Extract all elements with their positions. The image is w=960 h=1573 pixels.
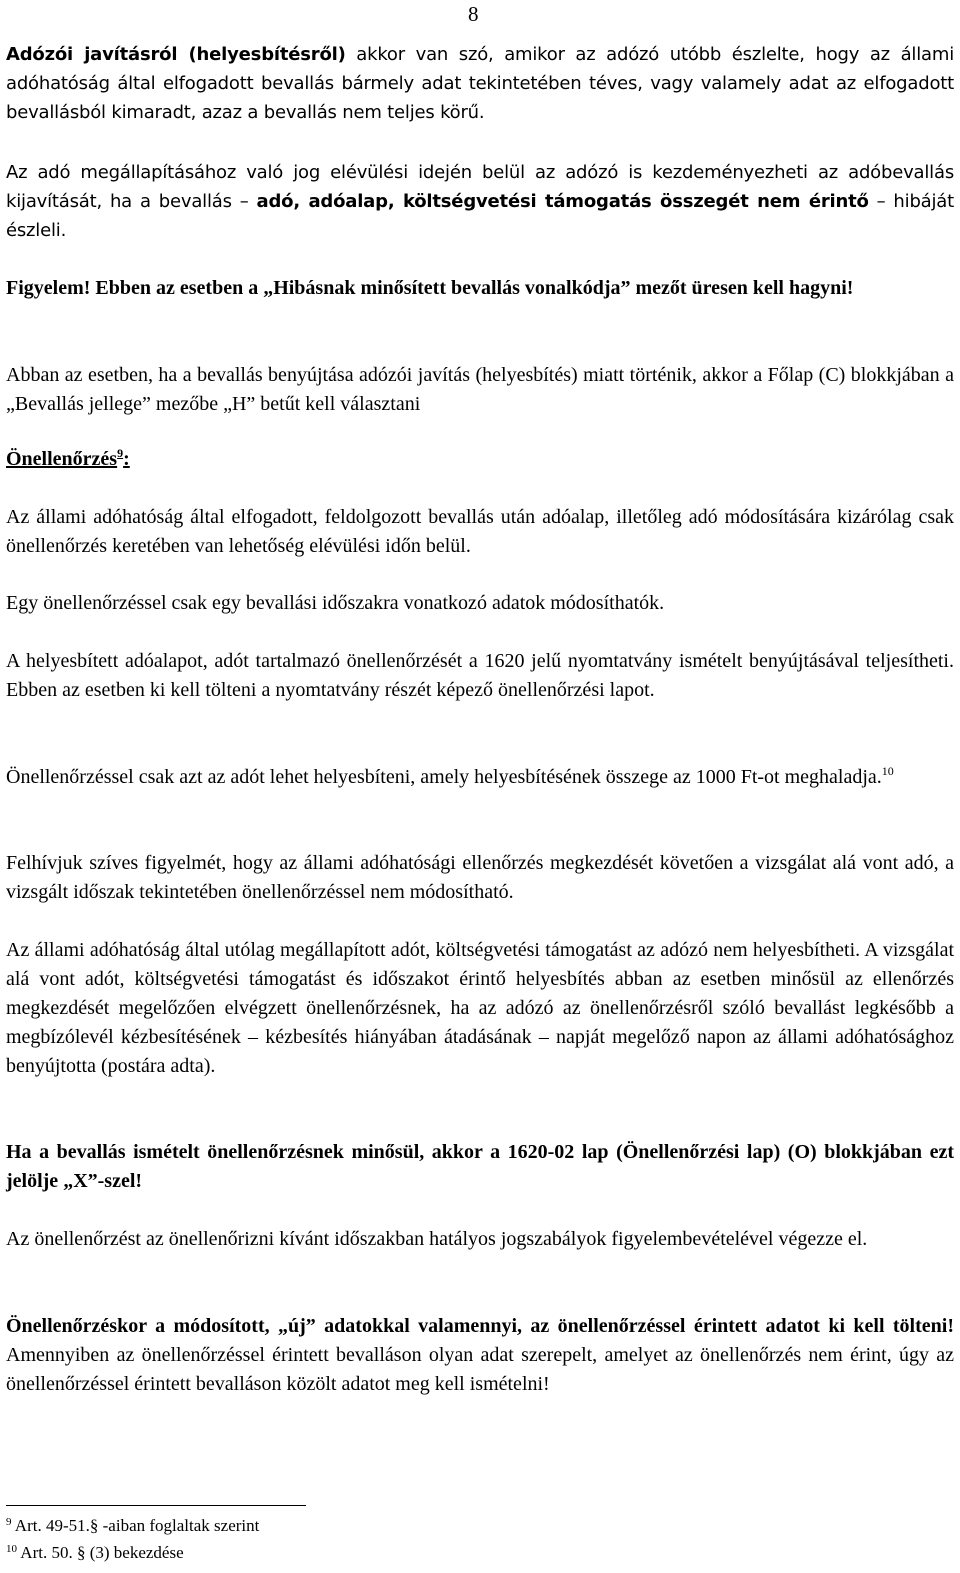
footnote-10 — [6, 1543, 184, 1563]
paragraph-onellenorzes-keret: Az állami adóhatóság által elfogadott, feldolgozott bevallás után adóalap, illetőleg adó módosítására kizárólag csak önellenőrzés keretében van lehetőség elévülési időn belül. — [6, 506, 954, 557]
paragraph-text: Amennyiben az önellenőrzéssel érintett bevalláson olyan adat szerepelt, amelyet az önellenőrzés nem érint, úgy az önellenőrzéssel érintett bevalláson közölt adatot meg kell ismételni! — [6, 1344, 954, 1395]
footnote-separator — [6, 1505, 306, 1506]
paragraph-ellenorzes-megkezdese: Felhívjuk szíves figyelmét, hogy az állami adóhatósági ellenőrzés megkezdését követően a vizsgálat alá vont adó, a vizsgált időszak tekintetében önellenőrzéssel nem módosítható. — [6, 852, 954, 903]
paragraph-hatalyos-jogszabalyok: Az önellenőrzést az önellenőrizni kívánt időszakban hatályos jogszabályok figyelembevételével végezze el. — [6, 1228, 868, 1250]
paragraph-egy-idoszak: Egy önellenőrzéssel csak egy bevallási időszakra vonatkozó adatok módosíthatók. — [6, 592, 665, 614]
paragraph-text: Az adó megállapításához való jog elévülési idején belül az adózó is kezdeményezheti az adóbevallás kijavítását, ha a bevallás – — [6, 162, 954, 212]
paragraph-utolag-megallapitott: Az állami adóhatóság által utólag megállapított adót, költségvetési támogatást az adózó nem helyesbítheti. A vizsgálat alá vont adót, költségvetési támogatást és időszakot érintő helyesbítés abban az esetben minősül az ellenőrzés megkezdését megelőzően elvégzett önellenőrzésnek, ha az adózó az önellenőrzésről szóló bevallást legkésőbb a megbízólevél kézbesítésének – kézbesítés hiányában átadásának – napját megelőző napon az állami adóhatósághoz benyújtotta (postára adta). — [6, 939, 954, 1077]
heading-colon: : — [123, 448, 130, 470]
footnote-9 — [6, 1516, 259, 1536]
paragraph-text: – hibáját észleli. — [6, 191, 954, 241]
bold-instruction: Önellenőrzéskor a módosított, „új” adatokkal valamennyi, az önellenőrzéssel érintett adatot ki kell tölteni! — [6, 1315, 954, 1337]
paragraph-text: akkor van szó, amikor az adózó utóbb észlelte, hogy az állami adóhatóság által elfogadott bevallás bármely adat tekintetében téves, vagy valamely adat az elfogadott bevallásból kimaradt, azaz a bevallás nem teljes körű. — [6, 44, 954, 123]
footnote-ref-9: 9 — [117, 446, 124, 460]
paragraph-text: Önellenőrzéssel csak azt az adót lehet helyesbíteni, amely helyesbítésének összege az 1000 Ft-ot meghaladja. — [6, 766, 882, 788]
paragraph-modositott-adatok — [6, 1312, 954, 1399]
section-heading-onellenorzes — [6, 445, 954, 474]
paragraph-kijavitas — [6, 158, 954, 245]
paragraph-ismetelt-onellenorzes: Ha a bevallás ismételt önellenőrzésnek minősül, akkor a 1620-02 lap (Önellenőrzési lap) (O) blokkjában ezt jelölje „X”-szel! — [6, 1141, 954, 1192]
page-number: 8 — [468, 2, 479, 26]
paragraph-figyelem: Figyelem! Ebben az esetben a „Hibásnak minősített bevallás vonalkódja” mezőt üresen kell hagyni! — [6, 277, 854, 299]
term-adozoi-javitas: Adózói javításról (helyesbítésről) — [6, 44, 346, 65]
footnote-number: 10 — [6, 1543, 17, 1555]
paragraph-bevallas-jellege: Abban az esetben, ha a bevallás benyújtása adózói javítás (helyesbítés) miatt történik, akkor a Főlap (C) blokkjában a „Bevallás jellege” mezőbe „H” betűt kell választani — [6, 364, 954, 415]
paragraph-adozoi-javitas — [6, 40, 954, 127]
footnote-text: Art. 49-51.§ -aiban foglaltak szerint — [11, 1516, 260, 1535]
footnote-text: Art. 50. § (3) bekezdése — [17, 1543, 184, 1562]
heading-text: Önellenőrzés — [6, 448, 118, 470]
footnote-ref-10: 10 — [881, 764, 894, 778]
bold-phrase: adó, adóalap, költségvetési támogatás összegét nem érintő — [256, 191, 869, 212]
paragraph-1000-ft — [6, 763, 954, 792]
paragraph-1620-nyomtatvany: A helyesbített adóalapot, adót tartalmazó önellenőrzését a 1620 jelű nyomtatvány ismételt benyújtásával teljesítheti. Ebben az esetben ki kell tölteni a nyomtatvány részét képező önellenőrzési lapot. — [6, 650, 954, 701]
footnote-number: 9 — [6, 1516, 12, 1528]
